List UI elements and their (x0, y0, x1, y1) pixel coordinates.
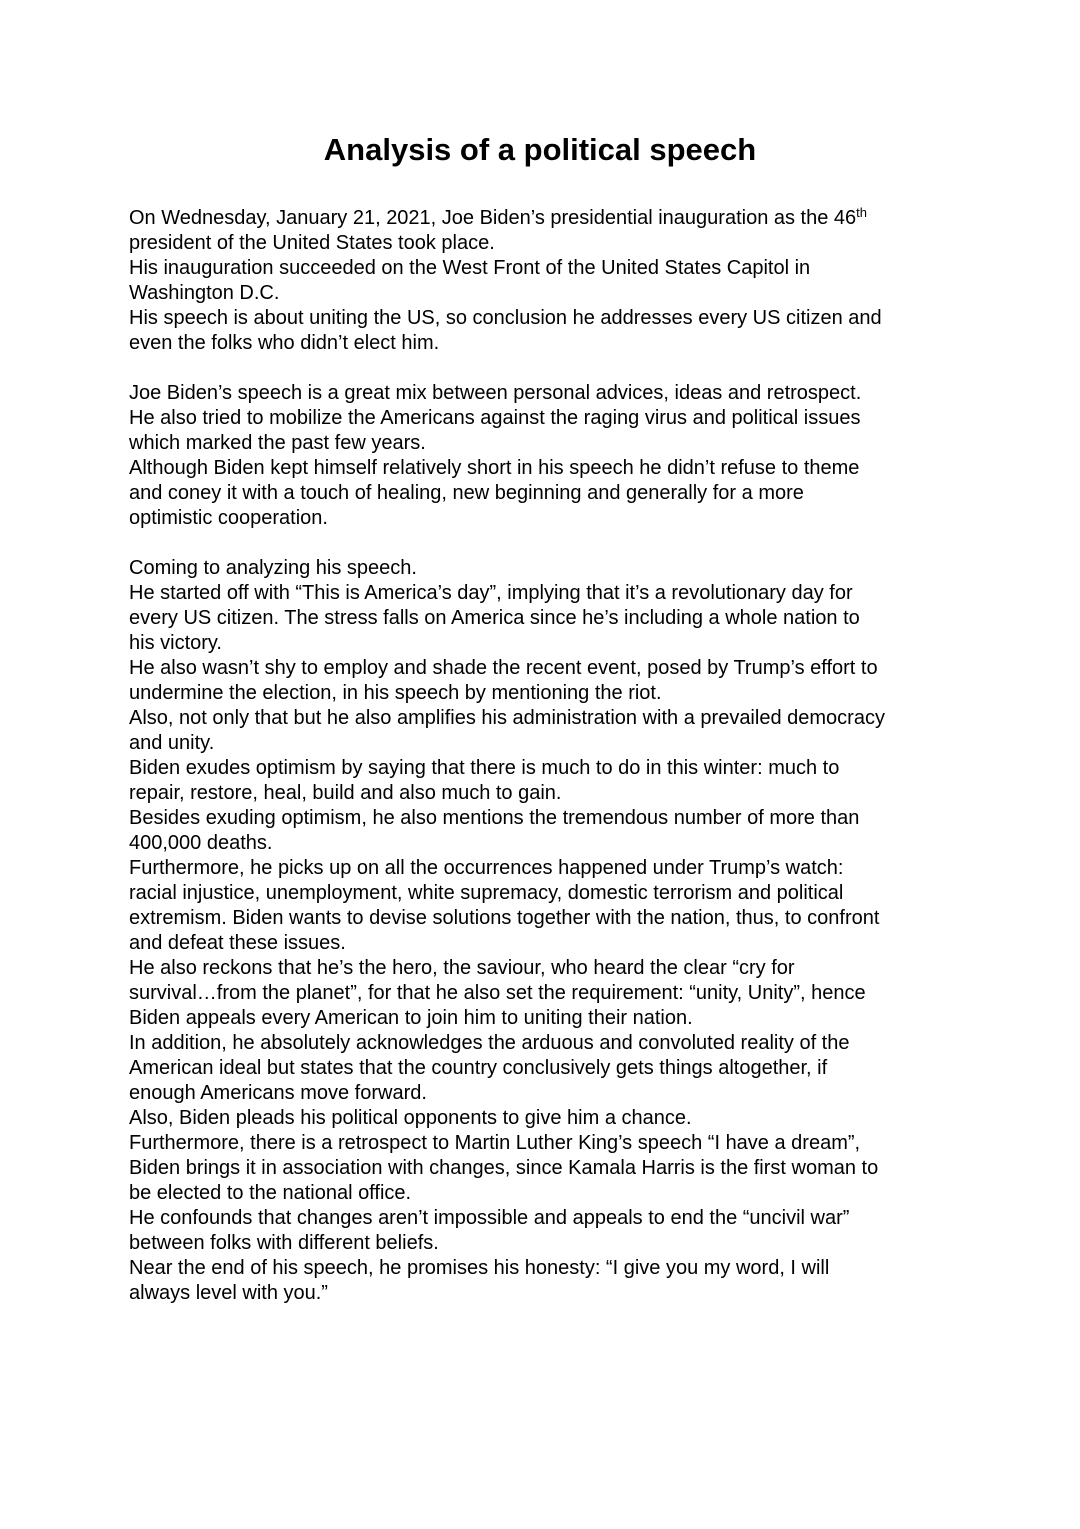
text-line: Joe Biden’s speech is a great mix between personal advices, ideas and retrospect. (129, 382, 862, 404)
text-line: even the folks who didn’t elect him. (129, 332, 440, 354)
text-line: and defeat these issues. (129, 932, 346, 954)
text-line: His speech is about uniting the US, so conclusion he addresses every US citizen and (129, 307, 882, 329)
text-line: and coney it with a touch of healing, new beginning and generally for a more (129, 482, 804, 504)
text-line: Also, not only that but he also amplifies his administration with a prevailed democracy (129, 707, 885, 729)
text-line: which marked the past few years. (129, 432, 426, 454)
text-line: Although Biden kept himself relatively short in his speech he didn’t refuse to theme (129, 457, 860, 479)
text-line: undermine the election, in his speech by mentioning the riot. (129, 682, 662, 704)
text-line: repair, restore, heal, build and also much to gain. (129, 782, 562, 804)
paragraph (129, 556, 969, 1306)
text-line: He started off with “This is America’s day”, implying that it’s a revolutionary day for (129, 582, 853, 604)
text-line: He also wasn’t shy to employ and shade the recent event, posed by Trump’s effort to (129, 657, 878, 679)
text-line: be elected to the national office. (129, 1182, 412, 1204)
text-line: He confounds that changes aren’t impossible and appeals to end the “uncivil war” (129, 1207, 850, 1229)
text-line: extremism. Biden wants to devise solutions together with the nation, thus, to confront (129, 907, 880, 929)
document-title: Analysis of a political speech (323, 132, 757, 167)
text-line: and unity. (129, 732, 215, 754)
text-line: always level with you.” (129, 1282, 328, 1304)
text-line: Besides exuding optimism, he also mentions the tremendous number of more than (129, 807, 860, 829)
text-line: racial injustice, unemployment, white supremacy, domestic terrorism and political (129, 882, 844, 904)
text-line: Furthermore, he picks up on all the occurrences happened under Trump’s watch: (129, 857, 844, 879)
text-line: survival…from the planet”, for that he also set the requirement: “unity, Unity”, hence (129, 982, 866, 1004)
text-line-main: On Wednesday, January 21, 2021, Joe Biden’s presidential inauguration as the 46 (129, 207, 857, 229)
text-line: He also reckons that he’s the hero, the saviour, who heard the clear “cry for (129, 957, 795, 979)
text-line: Coming to analyzing his speech. (129, 557, 417, 579)
text-line: Furthermore, there is a retrospect to Martin Luther King’s speech “I have a dream”, (129, 1132, 861, 1154)
text-line: Biden brings it in association with changes, since Kamala Harris is the first woman to (129, 1157, 879, 1179)
text-line: American ideal but states that the country conclusively gets things altogether, if (129, 1057, 828, 1079)
text-line (129, 206, 969, 231)
paragraph (129, 381, 969, 531)
document-body (129, 206, 969, 1331)
text-line: every US citizen. The stress falls on America since he’s including a whole nation to (129, 607, 860, 629)
text-line: Biden appeals every American to join him to uniting their nation. (129, 1007, 693, 1029)
text-line: Near the end of his speech, he promises his honesty: “I give you my word, I will (129, 1257, 830, 1279)
text-line: His inauguration succeeded on the West Front of the United States Capitol in (129, 257, 811, 279)
text-line: 400,000 deaths. (129, 832, 273, 854)
text-line: He also tried to mobilize the Americans against the raging virus and political issues (129, 407, 861, 429)
text-line: Washington D.C. (129, 282, 280, 304)
text-line: Also, Biden pleads his political opponents to give him a chance. (129, 1107, 692, 1129)
text-line: his victory. (129, 632, 222, 654)
text-line: optimistic cooperation. (129, 507, 328, 529)
paragraph (129, 206, 969, 356)
text-line: president of the United States took place. (129, 232, 495, 254)
text-line: enough Americans move forward. (129, 1082, 427, 1104)
ordinal-superscript: th (856, 205, 868, 220)
text-line: Biden exudes optimism by saying that there is much to do in this winter: much to (129, 757, 840, 779)
text-line: between folks with different beliefs. (129, 1232, 439, 1254)
text-line: In addition, he absolutely acknowledges the arduous and convoluted reality of the (129, 1032, 850, 1054)
